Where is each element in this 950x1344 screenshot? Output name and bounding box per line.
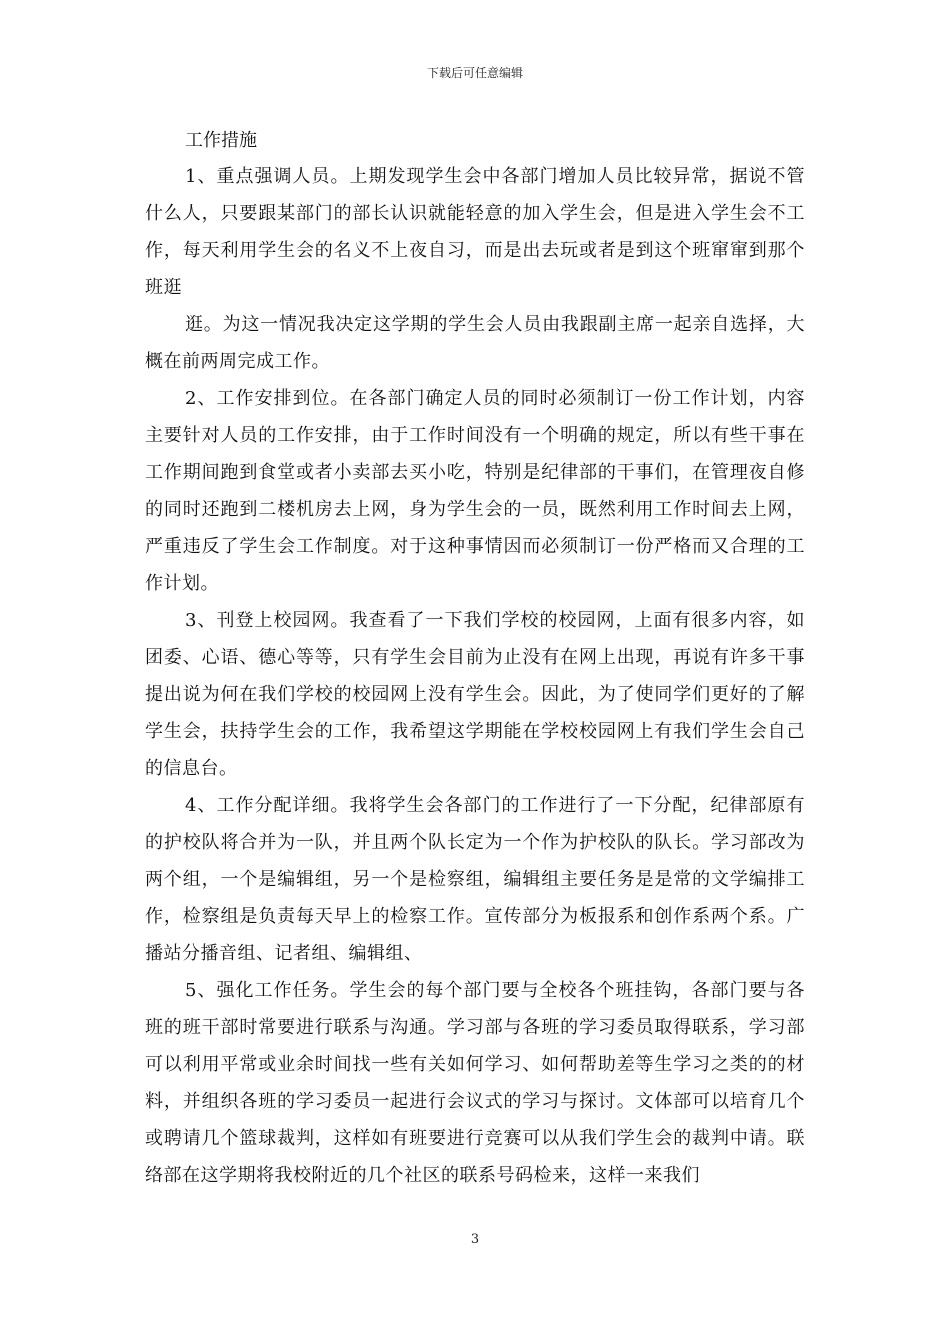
paragraph-1: 1、重点强调人员。上期发现学生会中各部门增加人员比较异常，据说不管什么人，只要跟某部门的部长认识就能轻意的加入学生会，但是进入学生会不工作，每天利用学生会的名义不上夜自习，而是出去玩或者是到这个班窜窜到那个班逛 [145, 166, 805, 298]
paragraph-4: 4、工作分配详细。我将学生会各部门的工作进行了一下分配，纪律部原有的护校队将合并为一队，并且两个队长定为一个作为护校队的队长。学习部改为两个组，一个是编辑组，另一个是检察组，编辑组主要任务是是常的文学编排工作，检察组是负责每天早上的检察工作。宣传部分为板报系和创作系两个系。广播站分播音组、记者组、编辑组、 [145, 795, 805, 964]
paragraph-5: 5、强化工作任务。学生会的每个部门要与全校各个班挂钩，各部门要与各班的班干部时常要进行联系与沟通。学习部与各班的学习委员取得联系，学习部可以利用平常或业余时间找一些有关如何学习、如何帮助差等生学习之类的的材料，并组织各班的学习委员一起进行会议式的学习与探讨。文体部可以培育几个或聘请几个篮球裁判，这样如有班要进行竞赛可以从我们学生会的裁判中请。联络部在这学期将我校附近的几个社区的联系号码检来，这样一来我们 [145, 980, 805, 1186]
paragraph-2: 2、工作安排到位。在各部门确定人员的同时必须制订一份工作计划，内容主要针对人员的工作安排，由于工作时间没有一个明确的规定，所以有些干事在工作期间跑到食堂或者小卖部去买小吃，特别是纪律部的干事们，在管理夜自修的同时还跑到二楼机房去上网，身为学生会的一员，既然利用工作时间去上网，严重违反了学生会工作制度。对于这种事情因而必须制订一份严格而又合理的工作计划。 [145, 388, 805, 594]
paragraph-1-continuation: 逛。为这一情况我决定这学期的学生会人员由我跟副主席一起亲自选择，大概在前两周完成工作。 [145, 314, 805, 372]
paragraph-3: 3、刊登上校园网。我查看了一下我们学校的校园网，上面有很多内容，如团委、心语、德心等等，只有学生会目前为止没有在网上出现，再说有许多干事提出说为何在我们学校的校园网上没有学生会。因此，为了使同学们更好的了解学生会，扶持学生会的工作，我希望这学期能在学校校园网上有我们学生会自己的信息台。 [145, 610, 805, 779]
page-header: 下载后可任意编辑 [426, 66, 523, 80]
section-heading: 工作措施 [185, 130, 257, 151]
document-body [145, 124, 805, 1194]
page-number: 3 [470, 1232, 480, 1247]
